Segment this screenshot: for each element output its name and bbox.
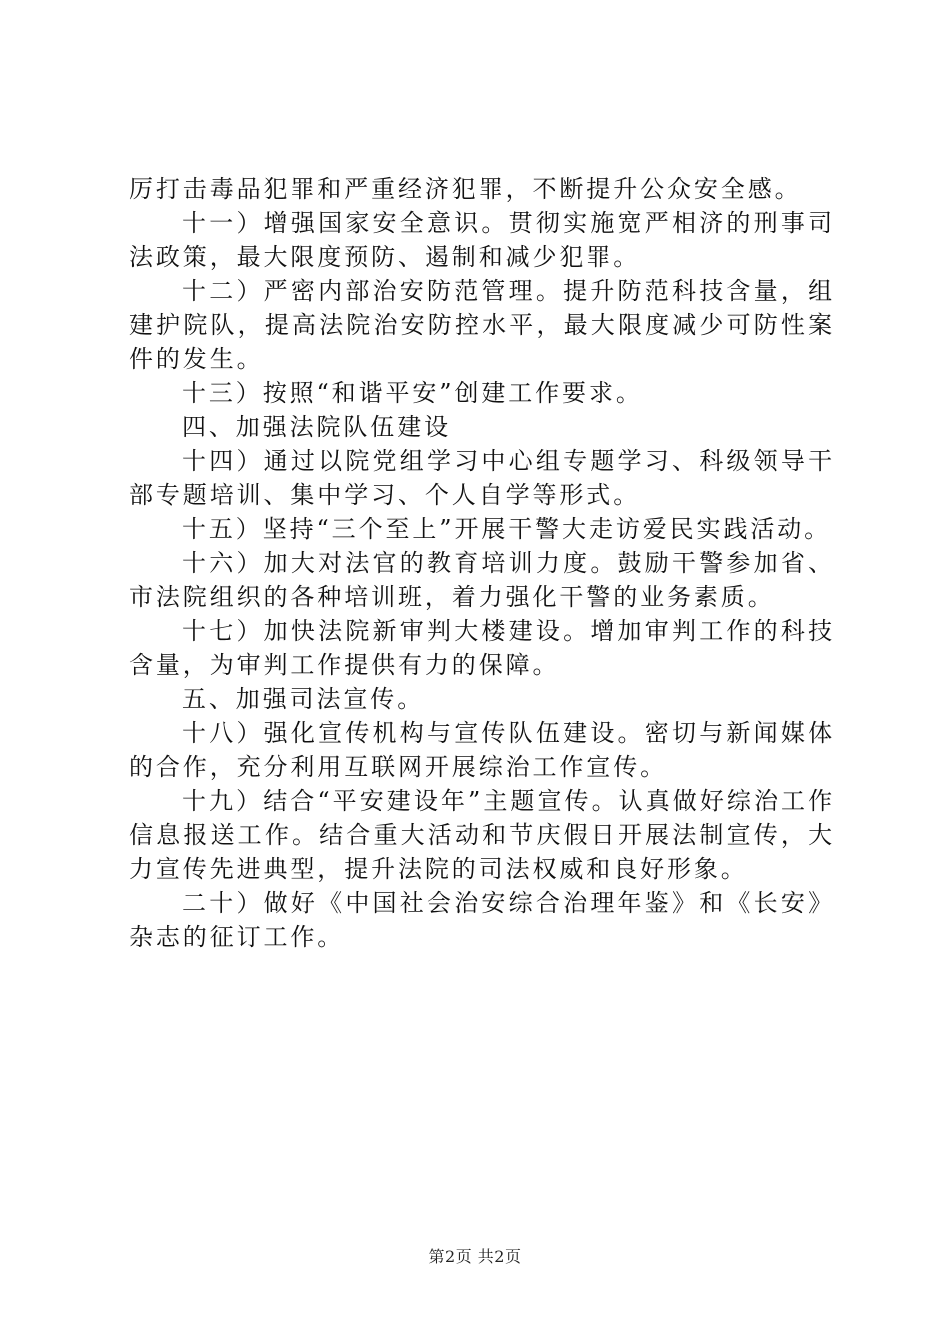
paragraph-item-11: 十一）增强国家安全意识。贯彻实施宽严相济的刑事司法政策，最大限度预防、遏制和减少犯罪。 [129,209,835,271]
paragraph-item-14: 十四）通过以院党组学习中心组专题学习、科级领导干部专题培训、集中学习、个人自学等形式。 [129,447,835,509]
section-heading-4: 四、加强法院队伍建设 [182,413,451,441]
paragraph-continuation: 厉打击毒品犯罪和严重经济犯罪，不断提升公众安全感。 [129,175,802,203]
page-footer [0,1244,950,1267]
paragraph-item-17: 十七）加快法院新审判大楼建设。增加审判工作的科技含量，为审判工作提供有力的保障。 [129,617,835,679]
paragraph-item-15: 十五）坚持“三个至上”开展干警大走访爱民实践活动。 [182,515,832,543]
paragraph-item-18: 十八）强化宣传机构与宣传队伍建设。密切与新闻媒体的合作，充分利用互联网开展综治工作宣传。 [129,719,835,781]
paragraph-item-12: 十二）严密内部治安防范管理。提升防范科技含量，组建护院队，提高法院治安防控水平，最大限度减少可防性案件的发生。 [129,277,835,373]
document-body [129,172,835,954]
section-heading-5: 五、加强司法宣传。 [182,685,425,713]
paragraph-item-13: 十三）按照“和谐平安”创建工作要求。 [182,379,643,407]
paragraph-item-19: 十九）结合“平安建设年”主题宣传。认真做好综治工作信息报送工作。结合重大活动和节庆假日开展法制宣传，大力宣传先进典型，提升法院的司法权威和良好形象。 [129,787,835,883]
paragraph-item-16: 十六）加大对法官的教育培训力度。鼓励干警参加省、市法院组织的各种培训班，着力强化干警的业务素质。 [129,549,835,611]
paragraph-item-20: 二十）做好《中国社会治安综合治理年鉴》和《长安》杂志的征订工作。 [129,889,835,951]
page-number-label: 第2页 共2页 [428,1247,522,1266]
